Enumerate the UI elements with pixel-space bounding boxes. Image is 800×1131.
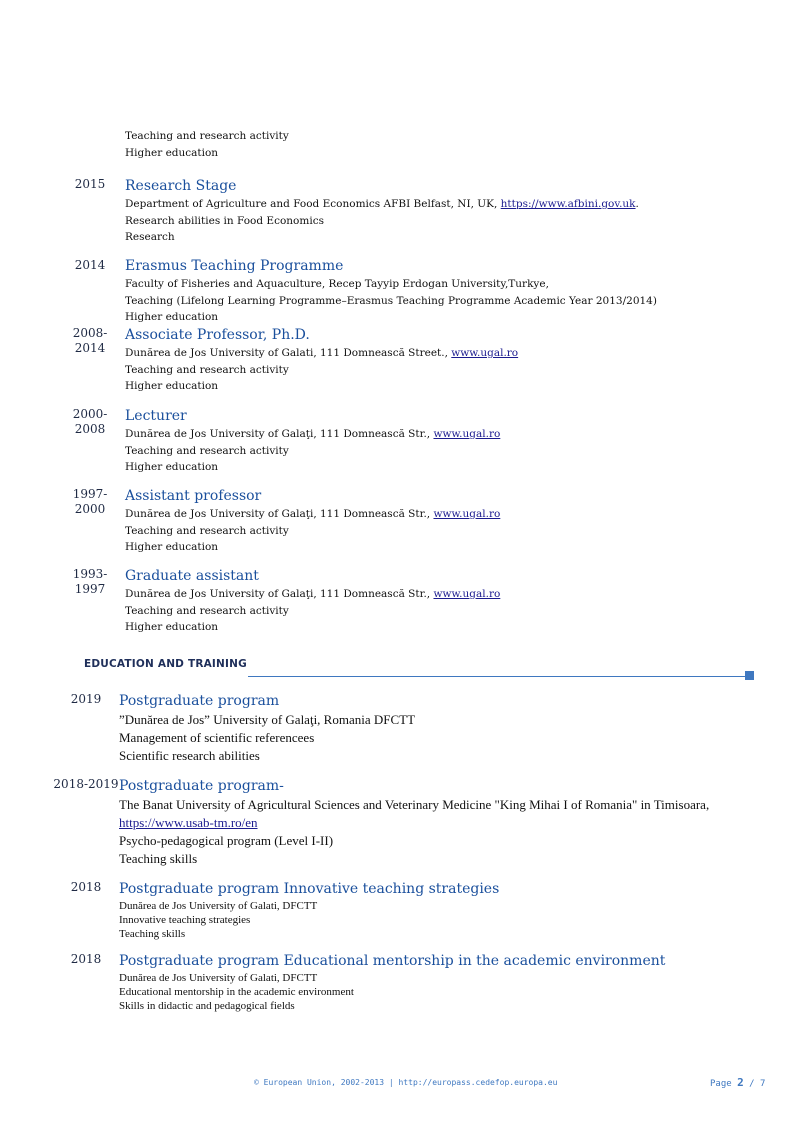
entry-line: Higher education bbox=[125, 146, 219, 159]
entry-line: Dunărea de Jos University of Galaţi, 111 Domnească Str., bbox=[125, 588, 434, 600]
entry-line: Management of scientific referencees bbox=[119, 730, 315, 745]
section-heading-education: EDUCATION AND TRAINING bbox=[84, 658, 247, 670]
entry-date: 1993- 1997 bbox=[72, 567, 108, 596]
ugal-link[interactable]: www.ugal.ro bbox=[433, 428, 501, 440]
entry-line: Dunărea de Jos University of Galaţi, 111 Domnească Str., bbox=[125, 508, 434, 520]
entry-line: Teaching and research activity bbox=[125, 363, 289, 376]
entry-date: 2014 bbox=[74, 258, 106, 272]
entry-line: Teaching (Lifelong Learning Programme–Erasmus Teaching Programme Academic Year 2013/2014) bbox=[125, 294, 657, 307]
entry-line: Teaching and research activity bbox=[125, 604, 289, 617]
entry-date: 2015 bbox=[74, 177, 106, 191]
entry-date: 1997- 2000 bbox=[72, 487, 108, 516]
entry-line: Dunărea de Jos University of Galati, 111 Domnească Street., bbox=[125, 347, 452, 359]
entry-line: The Banat University of Agricultural Sciences and Veterinary Medicine "King Mihai I of Romania" in Timisoara, bbox=[119, 797, 710, 812]
entry-line: Higher education bbox=[125, 541, 219, 553]
entry-date: 2018 bbox=[70, 880, 102, 894]
entry-line: Scientific research abilities bbox=[119, 748, 260, 763]
entry-line: Teaching skills bbox=[119, 851, 198, 866]
entry-line: Teaching and research activity bbox=[125, 130, 289, 142]
section-divider bbox=[248, 676, 746, 677]
page-current: 2 bbox=[737, 1076, 744, 1089]
entry-line: Dunărea de Jos University of Galaţi, 111 Domnească Str., bbox=[125, 428, 434, 440]
entry-line: ”Dunărea de Jos” University of Galaţi, Romania DFCTT bbox=[119, 712, 416, 727]
entry-line: Higher education bbox=[125, 621, 219, 633]
ugal-link[interactable]: www.ugal.ro bbox=[433, 588, 501, 600]
entry-line: Dunărea de Jos University of Galati, DFCTT bbox=[119, 900, 318, 912]
entry-title: Graduate assistant bbox=[125, 568, 259, 584]
entry-line: Skills in didactic and pedagogical fields bbox=[119, 1000, 295, 1012]
entry-line: Innovative teaching strategies bbox=[119, 914, 251, 926]
entry-line: Higher education bbox=[125, 461, 219, 473]
page-total: 7 bbox=[759, 1079, 766, 1089]
entry-line: Research bbox=[125, 231, 175, 243]
ugal-link[interactable]: www.ugal.ro bbox=[433, 508, 501, 520]
entry-title: Lecturer bbox=[125, 408, 187, 424]
entry-line: Higher education bbox=[125, 311, 219, 323]
entry-line: Teaching skills bbox=[119, 928, 186, 940]
entry-title: Assistant professor bbox=[125, 488, 262, 504]
afbini-link[interactable]: https://www.afbini.gov.uk bbox=[500, 198, 636, 210]
entry-line: Teaching and research activity bbox=[125, 524, 289, 537]
entry-line: Educational mentorship in the academic environment bbox=[119, 986, 354, 998]
page-label: Page bbox=[710, 1079, 738, 1089]
footer-copyright: © European Union, 2002-2013 | http://europass.cedefop.europa.eu bbox=[254, 1078, 558, 1087]
link-suffix: . bbox=[635, 198, 639, 210]
entry-title: Postgraduate program Educational mentorship in the academic environment bbox=[119, 953, 666, 969]
entry-title: Erasmus Teaching Programme bbox=[125, 258, 344, 274]
entry-title: Postgraduate program Innovative teaching strategies bbox=[119, 881, 500, 897]
entry-line: Research abilities in Food Economics bbox=[125, 214, 324, 227]
entry-line: Faculty of Fisheries and Aquaculture, Recep Tayyip Erdogan University,Turkye, bbox=[125, 278, 549, 290]
entry-line: Teaching and research activity bbox=[125, 444, 289, 457]
entry-line: Dunărea de Jos University of Galati, DFCTT bbox=[119, 972, 318, 984]
entry-date: 2018-2019 bbox=[53, 777, 119, 791]
page-indicator bbox=[710, 1076, 765, 1089]
entry-line: Psycho-pedagogical program (Level I-II) bbox=[119, 833, 334, 848]
entry-line: Department of Agriculture and Food Economics AFBI Belfast, NI, UK, bbox=[125, 198, 501, 210]
entry-date: 2000- 2008 bbox=[72, 407, 108, 436]
section-marker-icon bbox=[745, 671, 754, 680]
ugal-link[interactable]: www.ugal.ro bbox=[451, 347, 519, 359]
page-separator: / bbox=[743, 1079, 760, 1089]
entry-title: Postgraduate program bbox=[119, 693, 280, 709]
usab-link[interactable]: https://www.usab-tm.ro/en bbox=[119, 815, 258, 830]
entry-date: 2018 bbox=[70, 952, 102, 966]
entry-title: Research Stage bbox=[125, 178, 237, 194]
entry-title: Postgraduate program- bbox=[119, 778, 284, 794]
entry-date: 2019 bbox=[70, 692, 102, 706]
entry-line: Higher education bbox=[125, 380, 219, 392]
entry-title: Associate Professor, Ph.D. bbox=[125, 327, 310, 343]
entry-date: 2008- 2014 bbox=[72, 326, 108, 355]
